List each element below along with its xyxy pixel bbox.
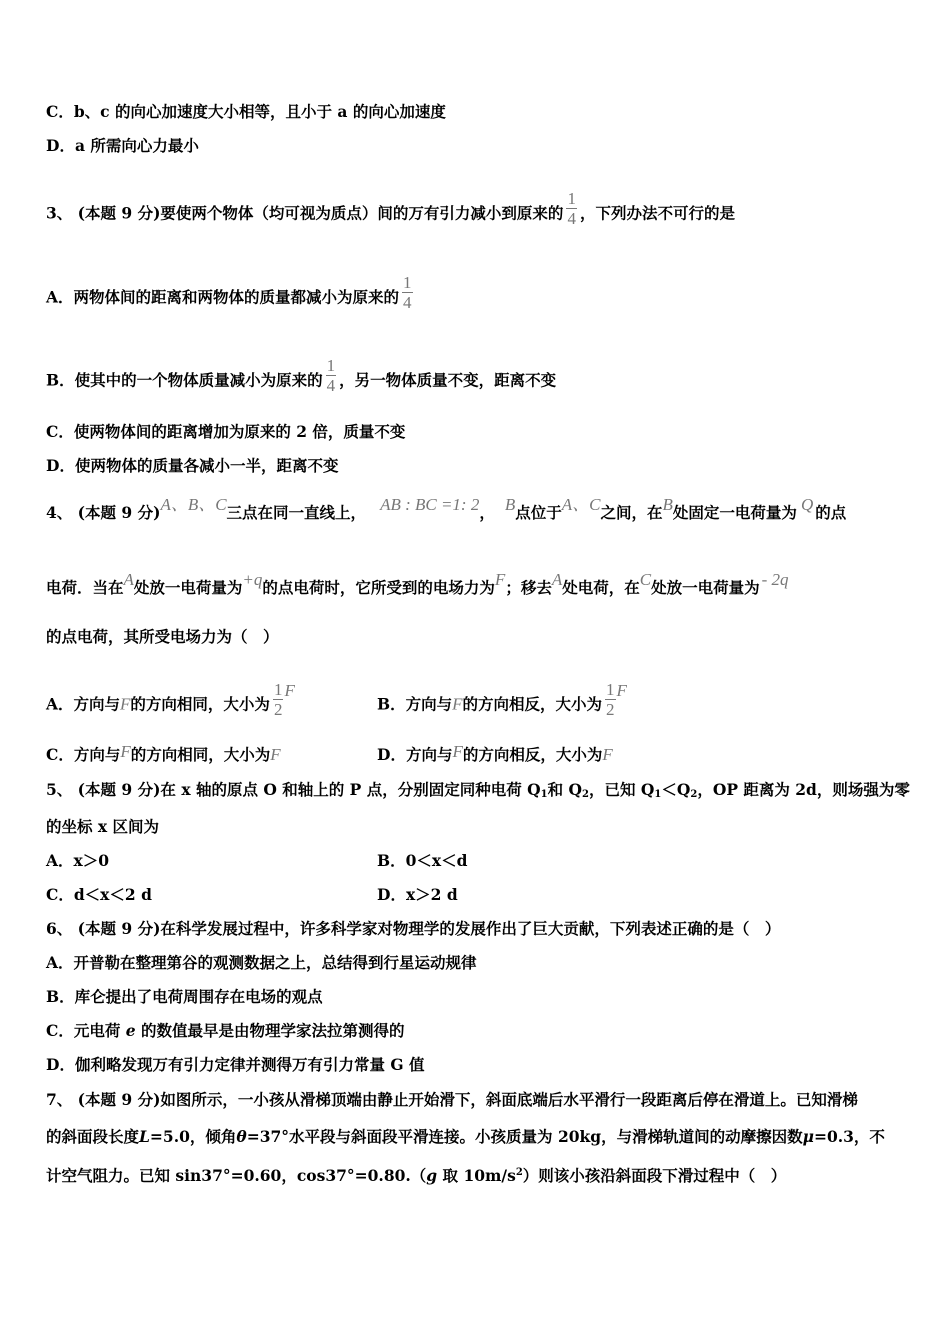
q5-stem-line1: 5、 (本题 9 分)在 x 轴的原点 O 和轴上的 P 点，分别固定同种电荷 $Q_1$和 $Q_2$，已知 $Q_1<Q_2$，OP 距离为 2d，则场强为零 xyxy=(46,780,910,800)
q4-math-f: F xyxy=(494,570,506,589)
q3-option-b-fraction: $\frac{1}{4}$ xyxy=(326,356,336,395)
q2-option-d: D．a 所需向心力最小 xyxy=(46,136,199,155)
q4-option-a: A．方向与F的方向相同，大小为 $\frac{1}{2}$ F xyxy=(46,680,295,719)
q3-option-b-text-end: ，另一物体质量不变，距离不变 xyxy=(339,370,557,390)
q4-math-c: C xyxy=(639,570,652,589)
q4-option-b: B．方向与F的方向相反，大小为 $\frac{1}{2}$ F xyxy=(377,680,627,719)
q4-math-b: B xyxy=(504,495,516,514)
q6-option-c: C．元电荷 e 的数值最早是由物理学家法拉第测得的 xyxy=(46,1021,405,1040)
q4-math-a: A xyxy=(123,570,134,589)
q5-option-b: B．0＜x＜d xyxy=(377,851,468,870)
q5-option-c: C．d＜x＜2 d xyxy=(46,885,152,904)
q3-option-b-text: B．使其中的一个物体质量减小为原来的 xyxy=(46,370,323,390)
q4-math-abc: A、B、C xyxy=(160,495,227,514)
q6-stem: 6、 (本题 9 分)在科学发展过程中，许多科学家对物理学的发展作出了巨大贡献，下列表述正确的是（ ） xyxy=(46,919,781,938)
q3-fraction-quarter: $\frac{1}{4}$ xyxy=(567,189,576,228)
q4-stem-line3: 的点电荷，其所受电场力为（ ） xyxy=(46,627,279,646)
q4-math-ratio: AB : BC =1: 2 xyxy=(380,495,480,514)
q6-option-d: D．伽利略发现万有引力定律并测得万有引力常量 G 值 xyxy=(46,1055,425,1074)
q4-stem-line2: 电荷．当在A处放一电荷量为+q的点电荷时，它所受到的电场力为F；移去A处电荷，在C处放一电荷量为 - 2q xyxy=(46,570,789,597)
q4-math-b2: B xyxy=(662,495,673,514)
q4-option-c: C．方向与F的方向相同，大小为F xyxy=(46,742,281,764)
q2-option-c: C．b、c 的向心加速度大小相等，且小于 a 的向心加速度 xyxy=(46,102,446,121)
q4-stem-line1: 4、 (本题 9 分)A、B、C三点在同一直线上， AB : BC =1: 2， B点位于A、C之间，在B处固定一电荷量为 Q 的点 xyxy=(46,495,847,522)
q3-option-c: C．使两物体间的距离增加为原来的 2 倍，质量不变 xyxy=(46,422,406,441)
q5-option-d: D．x＞2 d xyxy=(377,885,458,904)
q3-option-a xyxy=(46,273,416,317)
q6-option-b: B．库仑提出了电荷周围存在电场的观点 xyxy=(46,987,323,1006)
q4-math-ac: A、C xyxy=(561,495,601,514)
q4-option-d: D．方向与F的方向相反，大小为F xyxy=(377,742,613,764)
q4-math-minus-2q: - 2q xyxy=(761,570,789,589)
q7-stem-line1: 7、 (本题 9 分)如图所示，一小孩从滑梯顶端由静止开始滑下，斜面底端后水平滑行一段距离后停在滑道上。已知滑梯 xyxy=(46,1090,858,1109)
q5-option-a: A．x＞0 xyxy=(46,851,110,870)
q6-option-a: A．开普勒在整理第谷的观测数据之上，总结得到行星运动规律 xyxy=(46,953,477,972)
q3-stem xyxy=(46,189,735,233)
q7-stem-line2: 的斜面段长度L=5.0，倾角θ=37°水平段与斜面段平滑连接。小孩质量为 20kg，与滑梯轨道间的动摩擦因数μ=0.3，不 xyxy=(46,1127,885,1146)
q4-option-d-f: F xyxy=(452,742,463,761)
q3-option-a-text: A．两物体间的距离和两物体的质量都减小为原来的 xyxy=(46,287,400,307)
q4-math-a2: A xyxy=(551,570,563,589)
q3-stem-text: 3、 (本题 9 分)要使两个物体（均可视为质点）间的万有引力减小到原来的 xyxy=(46,203,564,223)
q4-option-b-fraction: $\frac{1}{2}$ xyxy=(606,680,615,719)
q4-option-a-f: F xyxy=(120,694,131,714)
q3-stem-text-end: ，下列办法不可行的是 xyxy=(579,203,735,223)
q4-option-a-fraction: $\frac{1}{2}$ xyxy=(273,680,283,719)
q4-option-b-f: F xyxy=(452,694,463,714)
q5-stem-line2: 的坐标 x 区间为 xyxy=(46,817,160,836)
q3-option-d: D．使两物体的质量各减小一半，距离不变 xyxy=(46,456,339,475)
q4-option-c-f: F xyxy=(120,742,131,761)
q4-math-plus-q: +q xyxy=(242,570,263,589)
q3-option-b xyxy=(46,356,557,400)
q3-option-a-fraction: $\frac{1}{4}$ xyxy=(403,273,412,312)
q4-math-q: Q xyxy=(800,495,814,514)
q7-stem-line3: 计空气阻力。已知 sin37°=0.60，cos37°=0.80.（g 取 $10m/s^2$）则该小孩沿斜面段下滑过程中（ ） xyxy=(46,1166,787,1185)
